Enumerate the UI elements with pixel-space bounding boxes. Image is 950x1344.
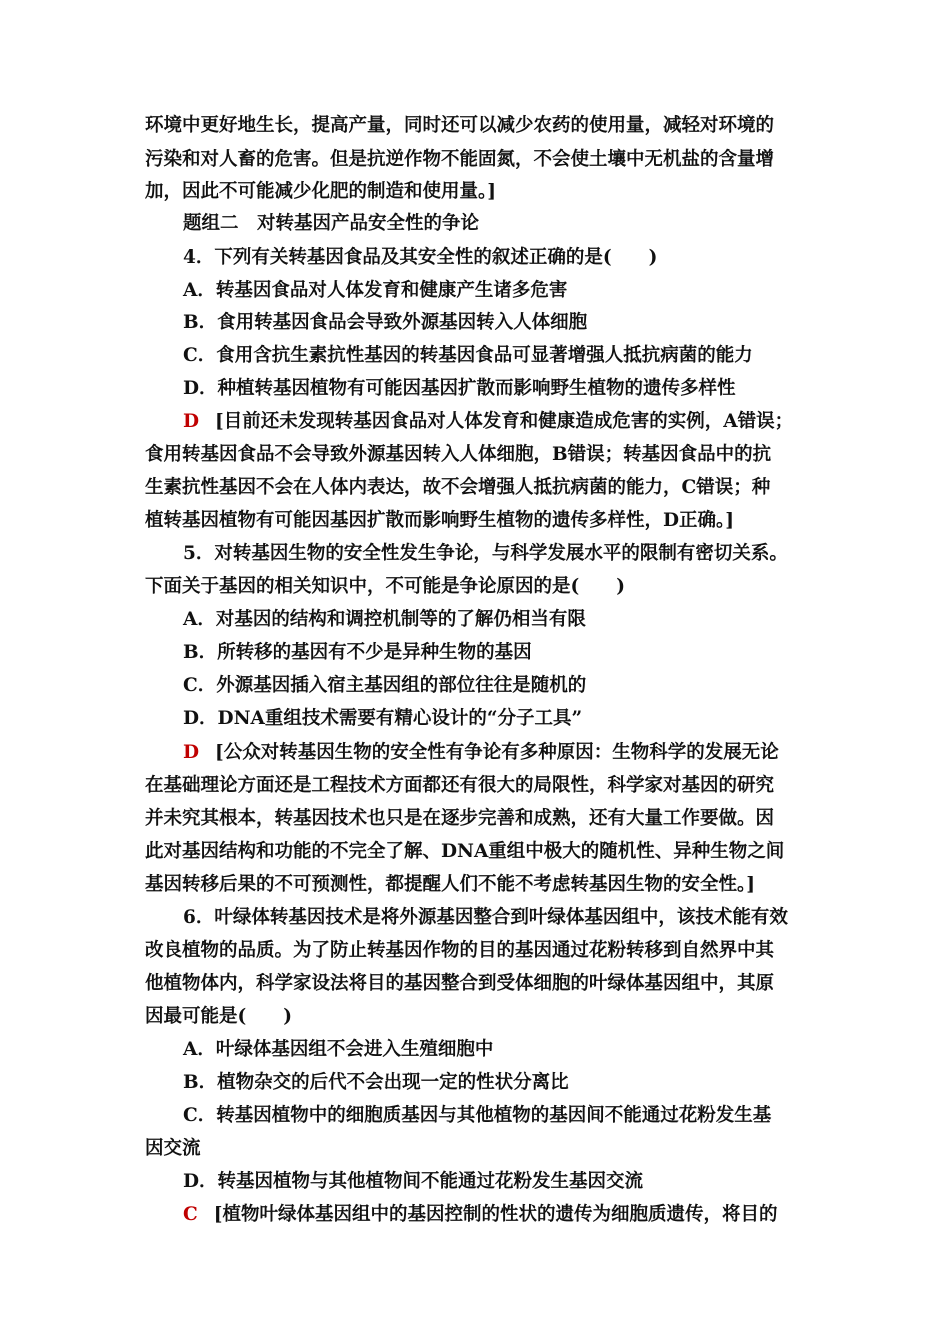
line-text: 基因转移后果的不可预测性，都提醒人们不能不考虑转基因生物的安全性。]	[145, 874, 756, 895]
line-text: 4．下列有关转基因食品及其安全性的叙述正确的是( )	[183, 247, 658, 268]
text-line	[183, 706, 815, 732]
text-line	[145, 872, 815, 898]
text-line	[145, 938, 815, 964]
text-line	[145, 971, 815, 997]
line-text: 在基础理论方面还是工程技术方面都还有很大的局限性，科学家对基因的研究	[145, 775, 775, 796]
line-text: 此对基因结构和功能的不完全了解、DNA重组中极大的随机性、异种生物之间	[145, 841, 785, 862]
text-line	[183, 541, 815, 567]
line-text: D．种植转基因植物有可能因基因扩散而影响野生植物的遗传多样性	[183, 378, 736, 399]
line-text: A．叶绿体基因组不会进入生殖细胞中	[183, 1039, 494, 1060]
line-text: D．DNA重组技术需要有精心设计的“分子工具”	[183, 708, 583, 729]
text-line	[145, 773, 815, 799]
line-text: A．转基因食品对人体发育和健康产生诸多危害	[183, 280, 568, 301]
text-line	[183, 1202, 815, 1228]
text-line	[145, 508, 815, 534]
text-line	[183, 673, 815, 699]
line-text: D．转基因植物与其他植物间不能通过花粉发生基因交流	[183, 1171, 644, 1192]
line-text: 生素抗性基因不会在人体内表达，故不会增强人抵抗病菌的能力，C错误；种	[145, 477, 771, 498]
text-line	[183, 376, 815, 402]
line-text: 改良植物的品质。为了防止转基因作物的目的基因通过花粉转移到自然界中其	[145, 940, 775, 961]
text-line	[145, 806, 815, 832]
line-text: 他植物体内，科学家设法将目的基因整合到受体细胞的叶绿体基因组中，其原	[145, 973, 775, 994]
line-text: [植物叶绿体基因组中的基因控制的性状的遗传为细胞质遗传，将目的	[213, 1204, 778, 1225]
line-text: C．外源基因插入宿主基因组的部位往往是随机的	[183, 675, 587, 696]
text-line	[183, 905, 815, 931]
text-line	[183, 310, 815, 336]
answer-letter: D	[183, 411, 200, 432]
text-line	[183, 1070, 815, 1096]
text-line	[145, 574, 815, 600]
answer-letter: D	[183, 742, 200, 763]
text-line	[183, 409, 815, 435]
text-line	[145, 113, 815, 139]
line-text: [目前还未发现转基因食品对人体发育和健康造成危害的实例，A错误；	[215, 411, 794, 432]
line-text: 植转基因植物有可能因基因扩散而影响野生植物的遗传多样性，D正确。]	[145, 510, 735, 531]
text-line	[183, 245, 815, 271]
line-text: [公众对转基因生物的安全性有争论有多种原因：生物科学的发展无论	[215, 742, 779, 763]
text-line	[145, 475, 815, 501]
text-line	[145, 442, 815, 468]
text-line	[183, 740, 815, 766]
text-line	[145, 1004, 815, 1030]
line-text: 5．对转基因生物的安全性发生争论，与科学发展水平的限制有密切关系。	[183, 543, 788, 564]
line-text: 因交流	[145, 1138, 201, 1159]
line-text: 加，因此不可能减少化肥的制造和使用量。]	[145, 181, 497, 202]
line-text: 环境中更好地生长，提高产量，同时还可以减少农药的使用量，减轻对环境的	[145, 115, 775, 136]
text-line	[183, 1103, 815, 1129]
answer-letter: C	[183, 1204, 198, 1225]
line-text: 并未究其根本，转基因技术也只是在逐步完善和成熟，还有大量工作要做。因	[145, 808, 775, 829]
text-line	[183, 211, 815, 237]
text-line	[145, 839, 815, 865]
line-text: B．所转移的基因有不少是异种生物的基因	[183, 642, 532, 663]
line-text: B．食用转基因食品会导致外源基因转入人体细胞	[183, 312, 588, 333]
text-line	[183, 640, 815, 666]
text-line	[183, 1037, 815, 1063]
line-text: C．转基因植物中的细胞质基因与其他植物的基因间不能通过花粉发生基	[183, 1105, 772, 1126]
line-text: B．植物杂交的后代不会出现一定的性状分离比	[183, 1072, 569, 1093]
text-line	[183, 1169, 815, 1195]
line-text: 6．叶绿体转基因技术是将外源基因整合到叶绿体基因组中，该技术能有效	[183, 907, 788, 928]
text-line	[183, 607, 815, 633]
line-text: 食用转基因食品不会导致外源基因转入人体细胞，B错误；转基因食品中的抗	[145, 444, 772, 465]
text-line	[183, 278, 815, 304]
line-text: A．对基因的结构和调控机制等的了解仍相当有限	[183, 609, 586, 630]
line-text: C．食用含抗生素抗性基因的转基因食品可显著增强人抵抗病菌的能力	[183, 345, 753, 366]
line-text: 污染和对人畜的危害。但是抗逆作物不能固氮，不会使土壤中无机盐的含量增	[145, 149, 775, 170]
text-line	[145, 147, 815, 173]
text-line	[183, 343, 815, 369]
line-text: 下面关于基因的相关知识中，不可能是争论原因的是( )	[145, 576, 626, 597]
text-line	[145, 1136, 815, 1162]
line-text: 题组二 对转基因产品安全性的争论	[183, 213, 480, 234]
text-line	[145, 179, 815, 205]
line-text: 因最可能是( )	[145, 1006, 293, 1027]
